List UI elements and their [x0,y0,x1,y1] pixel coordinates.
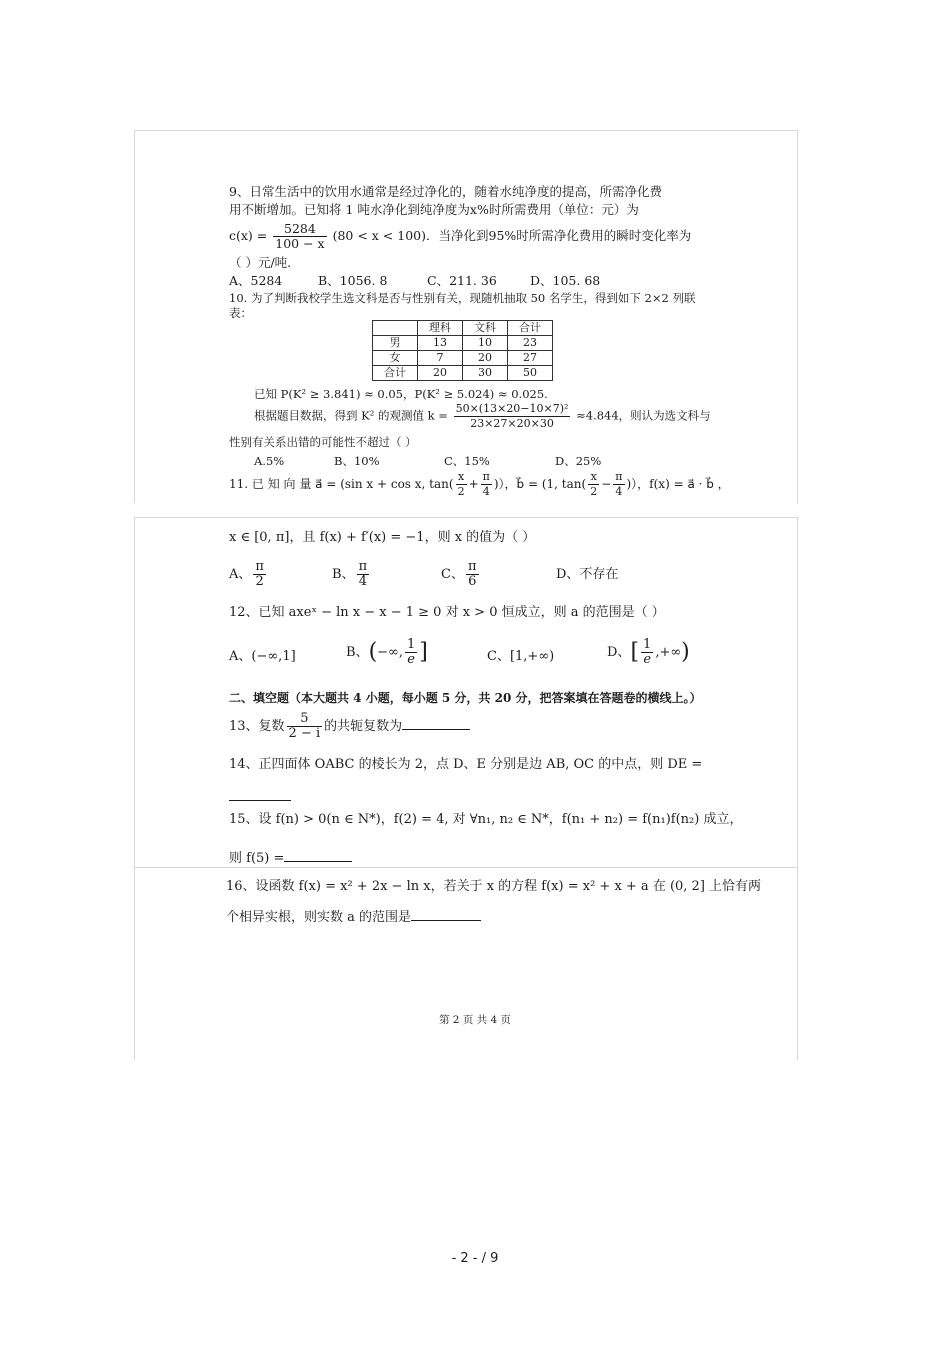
table-row [373,336,553,351]
q14-answer [229,786,291,807]
table-cell: 理科 [418,321,463,336]
q12-option-a: A、(−∞,1] [229,649,296,664]
q9-line2: 用不断增加。已知将 1 吨水净化到纯净度为x%时所需费用（单位：元）为 [229,202,639,217]
q10-option-b: B、10% [334,454,380,468]
q10-observed: 根据题目数据，得到 K² 的观测值 k = $\frac{\text{50×(13×20−10×7)²}}{23\times 27\times 20\times 30}$ ≈4.844，则认为选文科与 [254,402,711,430]
table-header-row [373,321,553,336]
q12-line1: 12、已知 axeˣ − ln x − x − 1 ≥ 0 对 x > 0 恒成立，则 a 的范围是（ ） [229,605,665,620]
q16-answer-blank[interactable] [411,906,481,921]
q11-line1: 11. 已 知 向 量 a⃗ = (sin x + cos x, tan( $\frac{x}{2}$ + $\frac{\pi}{4}$ )），b⃗ = (1, tan( $\frac{x}{2}$ − $\frac{\pi}{4}$ )），f(x) = a⃗ · b⃗ ， [229,470,730,498]
table-cell: 合计 [508,321,553,336]
table-cell [373,321,418,336]
q15-answer-blank[interactable] [284,847,352,862]
table-row [373,366,553,381]
table-cell: 30 [463,366,508,381]
table-cell: 27 [508,351,553,366]
q15-line2: 则 f(5) = [229,847,352,868]
table-cell: 20 [418,366,463,381]
table-cell: 13 [418,336,463,351]
q9-option-d: D、105. 68 [530,273,601,288]
q10-option-a: A.5% [254,454,285,468]
table-cell: 合计 [373,366,418,381]
table-cell: 10 [463,336,508,351]
q15-line1: 15、设 f(n) > 0(n ∈ N*)，f(2) = 4, 对 ∀n₁, n₂ ∈ N*，f(n₁ + n₂) = f(n₁)f(n₂) 成立， [229,812,743,827]
q11-option-c: C、 $\frac{\pi}{6}$ [441,559,477,589]
q16-line1: 16、设函数 f(x) = x² + 2x − ln x，若关于 x 的方程 f(x) = x² + x + a 在 (0, 2] 上恰有两 [226,879,762,894]
q10-line5: 性别有关系出错的可能性不超过（ ） [229,435,417,449]
q10-option-c: C、15% [444,454,490,468]
table-cell: 文科 [463,321,508,336]
page-number: - 2 - / 9 [451,1251,499,1266]
q11-option-b: B、 $\frac{\pi}{4}$ [332,559,368,589]
q11-option-d: D、不存在 [556,567,619,582]
table-cell: 男 [373,336,418,351]
q10-option-d: D、25% [555,454,602,468]
q10-known: 已知 P(K² ≥ 3.841) ≈ 0.05，P(K² ≥ 5.024) ≈ 0.025. [254,387,548,401]
table-cell: 7 [418,351,463,366]
q16-line2: 个相异实根，则实数 a 的范围是 [226,906,481,927]
q14-answer-blank[interactable] [229,786,291,801]
table-cell: 女 [373,351,418,366]
contingency-table [372,320,553,381]
q9-line4: （ ）元/吨. [229,255,292,270]
q13-line: 13、复数 $\frac{5}{2 - i}$ 的共轭复数为 [229,712,470,741]
q9-option-b: B、1056. 8 [318,273,388,288]
q9-option-a: A、5284 [229,273,283,288]
q10-line1: 10. 为了判断我校学生选文科是否与性别有关，现随机抽取 50 名学生，得到如下 2×2 列联 [229,291,696,305]
page-footer: 第 2 页 共 4 页 [438,1014,512,1026]
table-cell: 23 [508,336,553,351]
table-cell: 50 [508,366,553,381]
table-cell: 20 [463,351,508,366]
q9-option-c: C、211. 36 [427,273,497,288]
q9-formula: c(x) = $\frac{5284}{100 - x}$ (80 < x < 100)．当净化到95%时所需净化费用的瞬时变化率为 [229,221,692,251]
q11-line2: x ∈ [0, π]，且 f(x) + f′(x) = −1，则 x 的值为（ ） [229,530,536,545]
q10-line2: 表： [229,306,252,320]
q9-line1: 9、日常生活中的饮用水通常是经过净化的，随着水纯净度的提高，所需净化费 [229,184,662,199]
q12-option-d: D、[ $\frac{1}{e}$ ,+∞) [607,637,690,667]
table-row [373,351,553,366]
q12-option-c: C、[1,+∞) [487,649,555,664]
section2-heading: 二、填空题（本大题共 4 小题，每小题 5 分，共 20 分，把答案填在答题卷的横线上。） [229,691,702,705]
q14-line1: 14、正四面体 OABC 的棱长为 2，点 D、E 分别是边 AB, OC 的中点，则 DE = [229,757,703,772]
q11-option-a: A、 $\frac{\pi}{2}$ [229,559,264,589]
q12-option-b: B、(−∞, $\frac{1}{e}$ ] [346,637,428,667]
q13-answer-blank[interactable] [402,715,470,730]
